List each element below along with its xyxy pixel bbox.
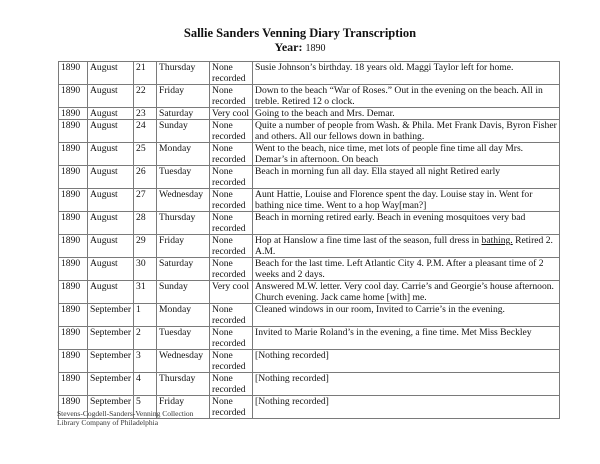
year-cell: 1890 [59,62,88,85]
weather-cell: None recorded [210,85,253,108]
month-cell: August [88,143,134,166]
table-row [59,350,560,373]
entry-cell: Invited to Marie Roland’s in the evening, a fine time. Met Miss Beckley [253,327,560,350]
entry-cell: Susie Johnson’s birthday. 18 years old. Maggi Taylor left for home. [253,62,560,85]
weekday-cell: Tuesday [157,327,210,350]
entry-cell: Beach for the last time. Left Atlantic City 4. P.M. After a pleasant time of 2 weeks and 2 days. [253,258,560,281]
year-cell: 1890 [59,212,88,235]
day-cell: 23 [134,108,157,120]
year-cell: 1890 [59,189,88,212]
weather-cell: None recorded [210,258,253,281]
weather-cell: Very cool [210,108,253,120]
year-cell: 1890 [59,258,88,281]
day-cell: 24 [134,120,157,143]
month-cell: August [88,120,134,143]
year-label: Year: [274,40,303,54]
day-cell: 2 [134,327,157,350]
table-row [59,258,560,281]
day-cell: 22 [134,85,157,108]
day-cell: 5 [134,396,157,419]
year-cell: 1890 [59,281,88,304]
collection-footer [57,409,193,427]
month-cell: September [88,350,134,373]
month-cell: August [88,166,134,189]
year-cell: 1890 [59,143,88,166]
entry-cell: Aunt Hattie, Louise and Florence spent the day. Louise stay in. Went for bathing nice time. Went to a hop Way[man?] [253,189,560,212]
weather-cell: None recorded [210,212,253,235]
day-cell: 1 [134,304,157,327]
weekday-cell: Thursday [157,62,210,85]
weekday-cell: Thursday [157,373,210,396]
weekday-cell: Friday [157,85,210,108]
weather-cell: None recorded [210,189,253,212]
entry-text: Hop at Hanslow a fine time last of the season, full dress in [255,235,482,246]
weather-cell: None recorded [210,396,253,419]
table-row [59,281,560,304]
weekday-cell: Friday [157,396,210,419]
table-row [59,85,560,108]
entry-text: Retired 2. A.M. [255,235,553,257]
year-cell: 1890 [59,373,88,396]
year-cell: 1890 [59,235,88,258]
table-row [59,212,560,235]
weekday-cell: Wednesday [157,189,210,212]
table-row [59,235,560,258]
month-cell: August [88,108,134,120]
day-cell: 3 [134,350,157,373]
month-cell: August [88,62,134,85]
table-row [59,373,560,396]
month-cell: August [88,281,134,304]
weekday-cell: Saturday [157,258,210,281]
year-heading [0,40,600,55]
day-cell: 28 [134,212,157,235]
month-cell: August [88,212,134,235]
weather-cell: None recorded [210,120,253,143]
entry-cell: Cleaned windows in our room, Invited to Carrie’s in the evening. [253,304,560,327]
weekday-cell: Tuesday [157,166,210,189]
month-cell: September [88,304,134,327]
weather-cell: None recorded [210,62,253,85]
weekday-cell: Saturday [157,108,210,120]
document-title: Sallie Sanders Venning Diary Transcription [183,26,417,40]
month-cell: September [88,373,134,396]
entry-cell: Went to the beach, nice time, met lots of people fine time all day Mrs. Demar’s in afternoon. On beach [253,143,560,166]
day-cell: 30 [134,258,157,281]
month-cell: August [88,85,134,108]
weather-cell: None recorded [210,327,253,350]
table-row [59,108,560,120]
table-row [59,62,560,85]
year-cell: 1890 [59,396,88,419]
day-cell: 27 [134,189,157,212]
entry-cell: [Nothing recorded] [253,373,560,396]
day-cell: 29 [134,235,157,258]
diary-table [58,61,560,419]
entry-cell [253,235,560,258]
table-row [59,189,560,212]
day-cell: 31 [134,281,157,304]
year-cell: 1890 [59,304,88,327]
entry-underlined-text: bathing. [481,235,513,246]
month-cell: September [88,396,134,419]
day-cell: 4 [134,373,157,396]
day-cell: 21 [134,62,157,85]
weekday-cell: Monday [157,143,210,166]
year-value: 1890 [305,43,326,54]
weekday-cell: Wednesday [157,350,210,373]
weather-cell: None recorded [210,304,253,327]
entry-cell: Down to the beach “War of Roses.” Out in the evening on the beach. All in treble. Retired 12 o clock. [253,85,560,108]
year-cell: 1890 [59,327,88,350]
entry-cell: Beach in morning retired early. Beach in evening mosquitoes very bad [253,212,560,235]
entry-cell: Quite a number of people from Wash. & Phila. Met Frank Davis, Byron Fisher and others. All our fellows down in bathing. [253,120,560,143]
year-cell: 1890 [59,166,88,189]
entry-cell: Beach in morning fun all day. Ella stayed all night Retired early [253,166,560,189]
month-cell: August [88,258,134,281]
table-row [59,143,560,166]
weekday-cell: Monday [157,304,210,327]
collection-name: Stevens-Cogdell-Sanders-Venning Collection [57,409,194,418]
weather-cell: None recorded [210,143,253,166]
table-row [59,120,560,143]
weekday-cell: Friday [157,235,210,258]
weather-cell: None recorded [210,166,253,189]
month-cell: August [88,189,134,212]
day-cell: 25 [134,143,157,166]
table-row [59,327,560,350]
weather-cell: None recorded [210,350,253,373]
day-cell: 26 [134,166,157,189]
entry-cell: Answered M.W. letter. Very cool day. Carrie’s and Georgie’s house afternoon. Church evening. Jack came home [with] me. [253,281,560,304]
year-cell: 1890 [59,108,88,120]
year-cell: 1890 [59,120,88,143]
entry-cell: [Nothing recorded] [253,396,560,419]
table-row [59,166,560,189]
weather-cell: None recorded [210,373,253,396]
weather-cell: Very cool [210,281,253,304]
month-cell: September [88,327,134,350]
weekday-cell: Sunday [157,281,210,304]
entry-cell: [Nothing recorded] [253,350,560,373]
month-cell: August [88,235,134,258]
year-cell: 1890 [59,350,88,373]
entry-cell: Going to the beach and Mrs. Demar. [253,108,560,120]
year-cell: 1890 [59,85,88,108]
table-row [59,304,560,327]
weekday-cell: Thursday [157,212,210,235]
weekday-cell: Sunday [157,120,210,143]
library-name: Library Company of Philadelphia [57,418,159,427]
weather-cell: None recorded [210,235,253,258]
